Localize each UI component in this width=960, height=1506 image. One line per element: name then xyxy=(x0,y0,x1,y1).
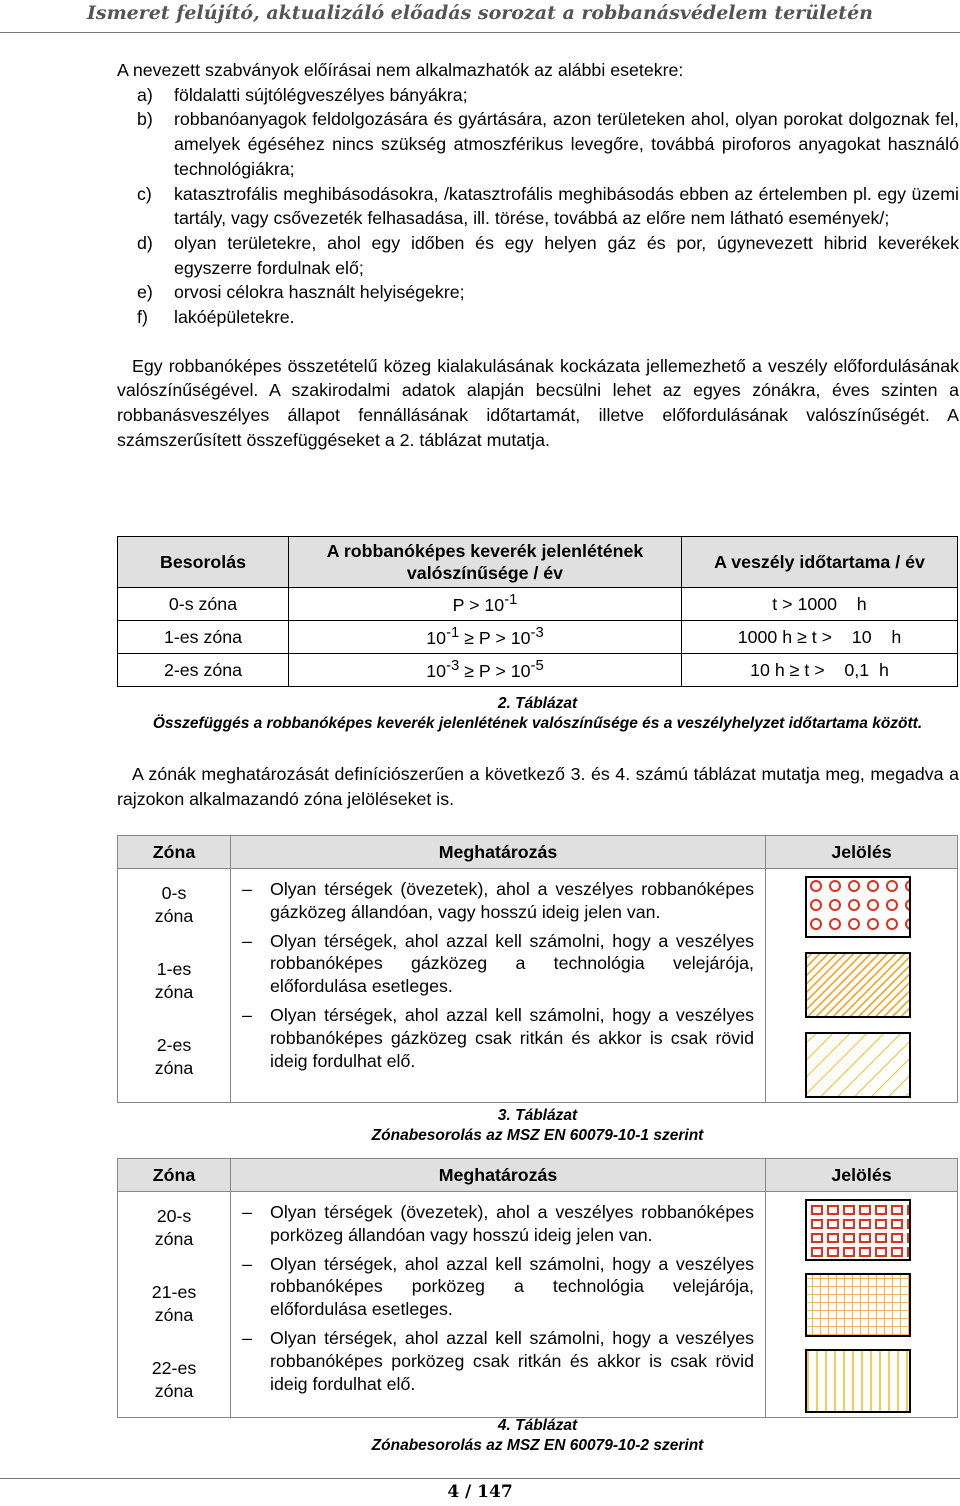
exceptions-list xyxy=(117,83,959,330)
table-row: 2-es zóna $10^{-3} \ge P > 10^{-5}$ 10 h ≥ t > 0,1 h xyxy=(118,654,958,687)
zone22-symbol xyxy=(806,1350,910,1412)
table-header: Besorolás xyxy=(118,537,289,588)
table-header: Zóna xyxy=(118,1159,231,1192)
table-4 xyxy=(117,1158,958,1418)
zone-label: 1-es zóna xyxy=(154,959,194,1002)
zone-label: 21-es zóna xyxy=(151,1282,197,1325)
page-header: Ismeret felújító, aktualizáló előadás sorozat a robbanásvédelem területén xyxy=(86,2,873,24)
zone-definition: – Olyan térségek (övezetek), ahol a veszélyes robbanóképes gázközeg állandóan, vagy hosszú ideig jelen van. xyxy=(242,879,754,922)
zone-label: 20-s zóna xyxy=(154,1206,194,1249)
zone-symbols-dust xyxy=(804,1198,914,1416)
table-row: 0-s zóna $P > 10^{-1}$ t > 1000 h xyxy=(118,588,958,621)
table-row xyxy=(118,1192,958,1418)
table-3-caption: 3. Táblázat Zónabesorolás az MSZ EN 60079-10-1 szerint xyxy=(371,1107,704,1144)
zone-label: 22-es zóna xyxy=(151,1358,197,1401)
table-3 xyxy=(117,835,958,1103)
table-2-caption: 2. Táblázat Összefüggés a robbanóképes keverék jelenlétének valószínűsége és a veszélyhelyzet időtartama között. xyxy=(152,695,923,732)
table-header: Meghatározás xyxy=(231,1159,766,1192)
table-row xyxy=(118,869,958,1103)
zone-label: 2-es zóna xyxy=(154,1035,194,1078)
zone-definition: – Olyan térségek, ahol azzal kell számolni, hogy a veszélyes robbanóképes gázközeg a technológia velejárója, előfordulása esetleges. xyxy=(242,930,754,997)
zone20-symbol xyxy=(806,1200,910,1260)
zone-definition: – Olyan térségek, ahol azzal kell számolni, hogy a veszélyes robbanóképes porközeg csak ritkán és akkor is csak rövid ideig fordulhat elő. xyxy=(242,1327,754,1394)
table-header: Jelölés xyxy=(766,836,958,869)
table-header: A robbanóképes keverék jelenlétének valószínűsége / év xyxy=(289,537,682,588)
table-4-caption: 4. Táblázat Zónabesorolás az MSZ EN 60079-10-2 szerint xyxy=(371,1417,704,1454)
table-header: Zóna xyxy=(118,836,231,869)
zone-label: 0-s zóna xyxy=(154,883,194,926)
zones-intro: A zónák meghatározását definíciószerűen a következő 3. és 4. számú táblázat mutatja meg, megadva a rajzokon alkalmazandó zóna jelöléseket is. xyxy=(117,764,959,809)
list-item: e) orvosi célokra használt helyiségekre; xyxy=(137,282,465,303)
table-header: A veszély időtartama / év xyxy=(682,537,958,588)
footer-rule xyxy=(0,1478,960,1479)
list-item: d) olyan területekre, ahol egy időben és egy helyen gáz és por, úgynevezett hibrid keverékek egyszerre fordulnak elő; xyxy=(137,232,959,278)
zone2-symbol xyxy=(806,1033,910,1097)
zone-definition: – Olyan térségek, ahol azzal kell számolni, hogy a veszélyes robbanóképes porközeg a technológia velejárója, előfordulása esetleges. xyxy=(242,1253,754,1320)
list-item: b) robbanóanyagok feldolgozására és gyártására, azon területeken ahol, olyan porokat dolgoznak fel, amelyek égéséhez nincs szükség atmoszférikus levegőre, továbbá piroforos anyagokat használó technológiákra; xyxy=(137,109,959,179)
table-header: Jelölés xyxy=(766,1159,958,1192)
list-item: c) katasztrofális meghibásodásokra, /katasztrofális meghibásodás ebben az értelemben pl. egy üzemi tartály, vagy csővezeték felhasadása, ill. törése, továbbá az előre nem látható események/; xyxy=(137,183,959,229)
header-rule xyxy=(0,32,960,33)
table-row: 1-es zóna $10^{-1} \ge P > 10^{-3}$ 1000 h ≥ t > 10 h xyxy=(118,621,958,654)
list-item: f) lakóépületekre. xyxy=(137,307,295,328)
zone21-symbol xyxy=(806,1274,910,1336)
list-item: a) földalatti sújtólégveszélyes bányákra; xyxy=(137,84,468,105)
zone1-symbol xyxy=(806,953,910,1017)
page-number: 4 / 147 xyxy=(447,1482,513,1502)
zone0-symbol xyxy=(806,877,910,937)
main-content xyxy=(117,58,959,453)
risk-paragraph: Egy robbanóképes összetételű közeg kialakulásának kockázata jellemezhető a veszély előfordulásának valószínűségével. A szakirodalmi adatok alapján becsülni lehet az egyes zónákra, éves szinten a robbanásveszélyes állapot fennállásának időtartamát, illetve előfordulásának valószínűségét. A számszerűsített összefüggéseket a 2. táblázat mutatja. xyxy=(117,355,959,450)
zone-symbols-gas xyxy=(804,875,914,1101)
intro-text: A nevezett szabványok előírásai nem alkalmazhatók az alábbi esetekre: xyxy=(117,60,684,80)
table-header: Meghatározás xyxy=(231,836,766,869)
zone-definition: – Olyan térségek, ahol azzal kell számolni, hogy a veszélyes robbanóképes gázközeg csak ritkán és akkor is csak rövid ideig fordulhat elő. xyxy=(242,1004,754,1071)
table-2 xyxy=(117,536,958,687)
zone-definition: – Olyan térségek (övezetek), ahol a veszélyes robbanóképes porközeg állandóan vagy hosszú ideig jelen van. xyxy=(242,1202,754,1245)
